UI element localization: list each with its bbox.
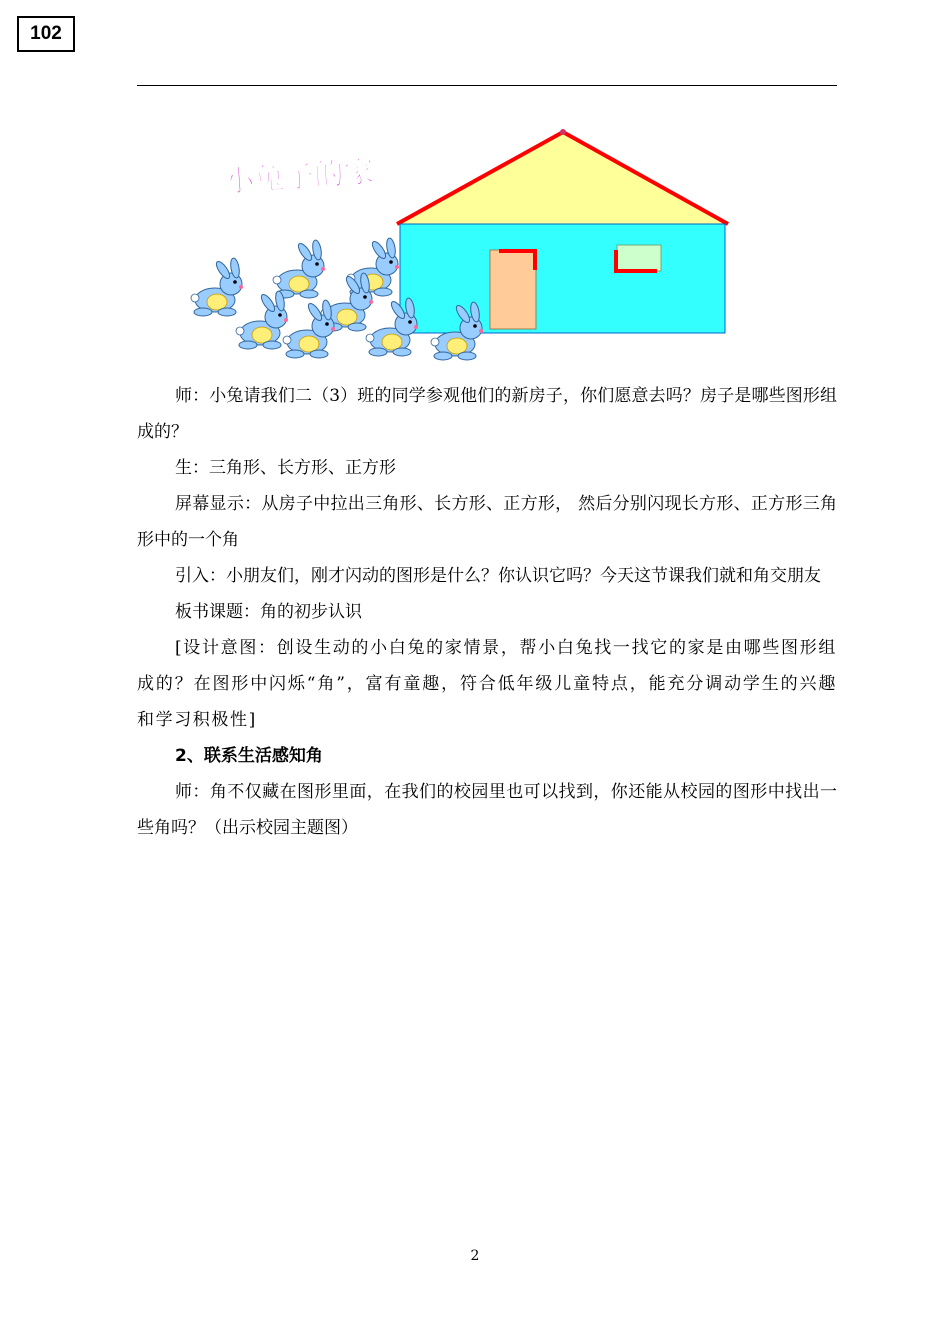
teacher-question-paragraph: 师：小兔请我们二（3）班的同学参观他们的新房子，你们愿意去吗？房子是哪些图形组成的？ (137, 386, 837, 442)
rabbit (236, 290, 288, 349)
roof-apex-dot (560, 129, 566, 135)
rabbit-house-illustration (185, 120, 745, 370)
screen-display-paragraph: 屏幕显示：从房子中拉出三角形、长方形、正方形， 然后分别闪现长方形、正方形三角形中的一个角 (137, 494, 837, 550)
footer-page-number: 2 (470, 1248, 480, 1264)
rabbit (366, 297, 418, 356)
house-scene (185, 120, 745, 370)
rabbit (273, 239, 325, 298)
introduction-paragraph: 引入：小朋友们，刚才闪动的图形是什么？你认识它吗？今天这节课我们就和角交朋友 (175, 566, 821, 586)
lesson-text (137, 378, 837, 846)
student-answer-paragraph: 生：三角形、长方形、正方形 (175, 458, 396, 478)
teacher-campus-paragraph: 师：角不仅藏在图形里面，在我们的校园里也可以找到，你还能从校园的图形中找出一些角吗？（出示校园主题图） (137, 782, 837, 838)
section-heading: 2、联系生活感知角 (175, 746, 323, 766)
header-rule (137, 85, 837, 86)
house-window (617, 245, 661, 271)
design-intent-paragraph: [设计意图：创设生动的小白兔的家情景，帮小白兔找一找它的家是由哪些图形组成的？在图形中闪烁“角”，富有童趣，符合低年级儿童特点，能充分调动学生的兴趣和学习积极性] (137, 638, 837, 730)
rabbit (283, 299, 335, 358)
page-badge: 102 (17, 16, 75, 52)
house-door (490, 250, 536, 329)
rabbit (191, 257, 243, 316)
figure-title: 小兔子的家 (223, 154, 376, 200)
house-wall (400, 224, 725, 333)
board-title-paragraph: 板书课题：角的初步认识 (175, 602, 362, 622)
roof-triangle (397, 132, 728, 224)
